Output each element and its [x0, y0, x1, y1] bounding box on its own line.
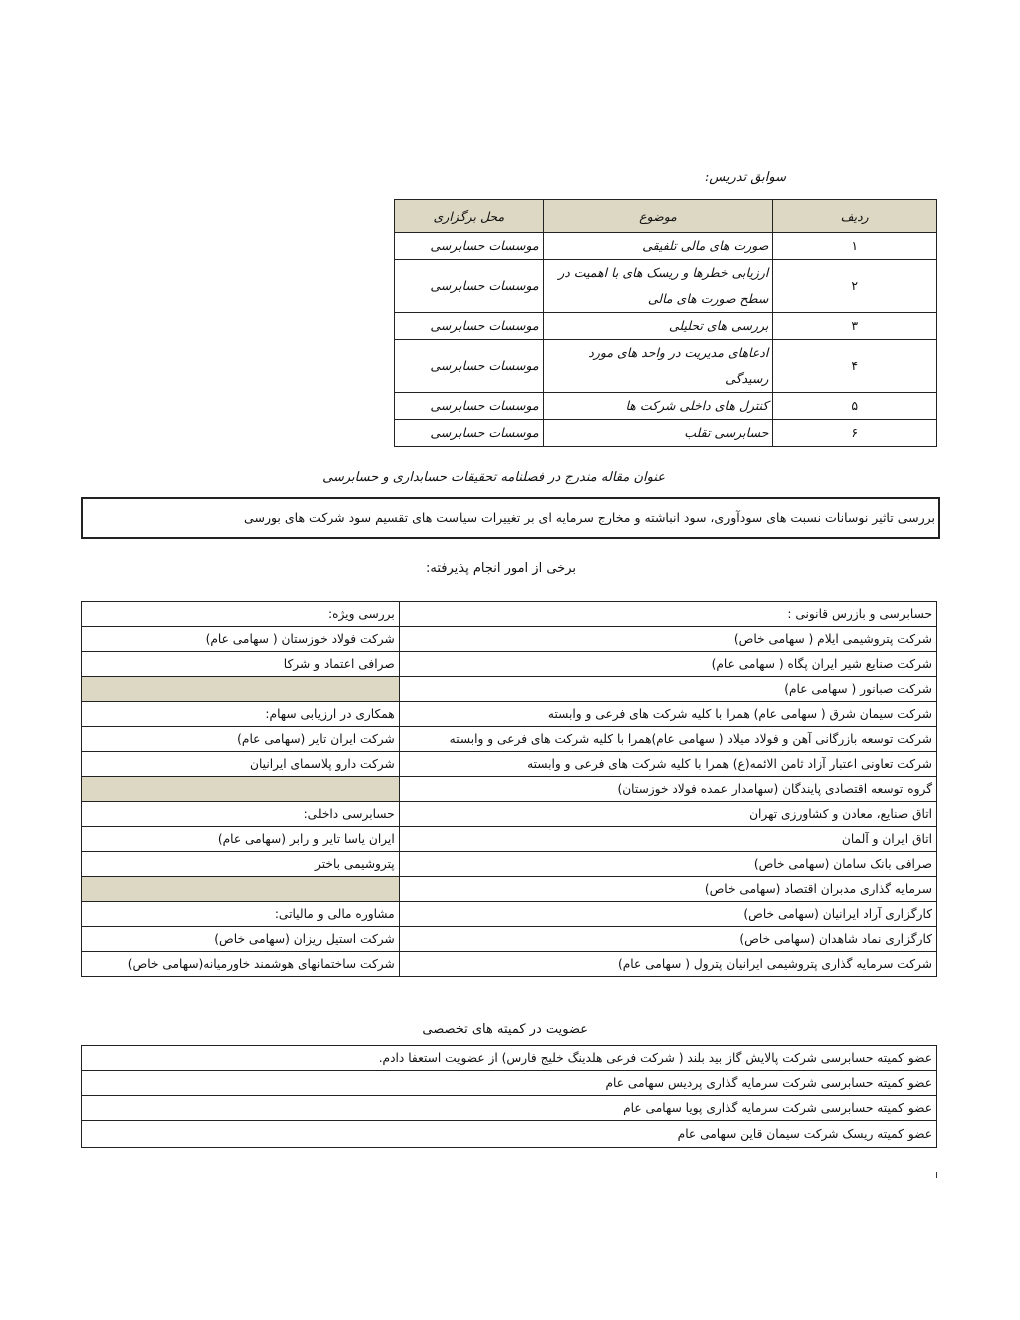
works-right-cell: شرکت سرمایه گذاری پتروشیمی ایرانیان پترول ( سهامی عام) — [399, 952, 936, 977]
table-row — [82, 927, 937, 952]
works-right-cell: اتاق صنایع، معادن و کشاورزی تهران — [399, 802, 936, 827]
works-left-cell — [82, 877, 400, 902]
works-right-cell: کارگزاری نماد شاهدان (سهامی خاص) — [399, 927, 936, 952]
works-right-cell: کارگزاری آراد ایرانیان (سهامی خاص) — [399, 902, 936, 927]
article-box: بررسی تاثیر نوسانات نسبت های سودآوری، سود انباشته و مخارج سرمایه ای بر تغییرات سیاست های تقسیم سود شرکت های بورسی — [81, 497, 940, 539]
table-row — [82, 777, 937, 802]
row-number: ۱ — [773, 233, 937, 260]
row-number: ۵ — [773, 393, 937, 420]
works-right-cell: شرکت تعاونی اعتبار آزاد ثامن الائمه(ع) همرا با کلیه شرکت های فرعی و وابسته — [399, 752, 936, 777]
row-subject: صورت های مالی تلفیقی — [543, 233, 773, 260]
works-right-cell: اتاق ایران و آلمان — [399, 827, 936, 852]
table-row — [82, 727, 937, 752]
row-subject: بررسی های تحلیلی — [543, 313, 773, 340]
table-row — [82, 877, 937, 902]
row-number: ۴ — [773, 340, 937, 393]
works-left-cell — [82, 777, 400, 802]
row-number: ۶ — [773, 420, 937, 447]
table-row — [82, 827, 937, 852]
row-subject: ادعاهای مدیریت در واحد های مورد رسیدگی — [543, 340, 773, 393]
table-row — [82, 652, 937, 677]
works-table — [81, 601, 937, 977]
works-left-cell: مشاوره مالی و مالیاتی: — [82, 902, 400, 927]
works-right-cell: شرکت توسعه بازرگانی آهن و فولاد میلاد ( سهامی عام)همرا با کلیه شرکت های فرعی و وابسته — [399, 727, 936, 752]
committee-row — [82, 1096, 937, 1121]
committee-item: عضو کمیته ریسک شرکت سیمان قاین سهامی عام — [82, 1121, 937, 1148]
works-left-cell: بررسی ویژه: — [82, 602, 400, 627]
table-row — [82, 802, 937, 827]
committee-item: عضو کمیته حسابرسی شرکت سرمایه گذاری پردیس سهامی عام — [82, 1071, 937, 1096]
committee-row — [82, 1046, 937, 1071]
committees-title: عضویت در کمیته های تخصصی — [422, 1022, 588, 1037]
teaching-header-row — [395, 200, 937, 233]
works-right-cell: صرافی بانک سامان (سهامی خاص) — [399, 852, 936, 877]
row-subject: ارزیابی خطرها و ریسک های با اهمیت در سطح صورت های مالی — [543, 260, 773, 313]
committees-table — [81, 1045, 937, 1148]
committee-row — [82, 1121, 937, 1148]
header-place: محل برگزاری — [395, 200, 544, 233]
table-row — [82, 952, 937, 977]
works-left-cell: شرکت استیل ریزان (سهامی خاص) — [82, 927, 400, 952]
table-row — [395, 260, 937, 313]
works-title: برخی از امور انجام پذیرفته: — [425, 561, 576, 576]
teaching-table — [394, 199, 937, 447]
row-place: موسسات حسابرسی — [395, 260, 544, 313]
row-place: موسسات حسابرسی — [395, 393, 544, 420]
row-place: موسسات حسابرسی — [395, 420, 544, 447]
works-left-cell: ایران یاسا تایر و رابر (سهامی عام) — [82, 827, 400, 852]
works-left-cell: شرکت ساختمانهای هوشمند خاورمیانه(سهامی خاص) — [82, 952, 400, 977]
works-left-cell: صرافی اعتماد و شرکا — [82, 652, 400, 677]
table-row — [395, 233, 937, 260]
works-left-cell — [82, 677, 400, 702]
row-place: موسسات حسابرسی — [395, 313, 544, 340]
table-row — [82, 902, 937, 927]
works-left-cell: حسابرسی داخلی: — [82, 802, 400, 827]
row-number: ۳ — [773, 313, 937, 340]
works-left-cell: همکاری در ارزیابی سهام: — [82, 702, 400, 727]
row-subject: کنترل های داخلی شرکت ها — [543, 393, 773, 420]
teaching-title: سوابق تدریس: — [704, 170, 786, 185]
table-row — [395, 313, 937, 340]
table-row — [82, 702, 937, 727]
header-row-number: ردیف — [773, 200, 937, 233]
table-row — [395, 420, 937, 447]
works-right-cell: شرکت صبانور ( سهامی عام) — [399, 677, 936, 702]
page-mark — [936, 1172, 937, 1178]
works-left-cell: شرکت دارو پلاسمای ایرانیان — [82, 752, 400, 777]
works-right-cell: گروه توسعه اقتصادی پایندگان (سهامدار عمده فولاد خوزستان) — [399, 777, 936, 802]
committee-row — [82, 1071, 937, 1096]
committee-item: عضو کمیته حسابرسی شرکت پالایش گاز بید بلند ( شرکت فرعی هلدینگ خلیج فارس) از عضویت استعفا دادم. — [82, 1046, 937, 1071]
works-left-cell: شرکت فولاد خوزستان ( سهامی عام) — [82, 627, 400, 652]
works-right-cell: شرکت پتروشیمی ایلام ( سهامی خاص) — [399, 627, 936, 652]
table-row — [82, 602, 937, 627]
table-row — [395, 393, 937, 420]
row-place: موسسات حسابرسی — [395, 233, 544, 260]
works-right-cell: شرکت صنایع شیر ایران پگاه ( سهامی عام) — [399, 652, 936, 677]
works-right-cell: شرکت سیمان شرق ( سهامی عام) همرا با کلیه شرکت های فرعی و وابسته — [399, 702, 936, 727]
works-left-cell: شرکت ایران تایر (سهامی عام) — [82, 727, 400, 752]
table-row — [82, 752, 937, 777]
works-right-cell: سرمایه گذاری مدبران اقتصاد (سهامی خاص) — [399, 877, 936, 902]
row-place: موسسات حسابرسی — [395, 340, 544, 393]
table-row — [395, 340, 937, 393]
row-subject: حسابرسی تقلب — [543, 420, 773, 447]
header-subject: موضوع — [543, 200, 773, 233]
works-right-cell: حسابرسی و بازرس قانونی : — [399, 602, 936, 627]
table-row — [82, 852, 937, 877]
article-title: عنوان مقاله مندرج در فصلنامه تحقیقات حسابداری و حسابرسی — [322, 470, 665, 485]
committee-item: عضو کمیته حسابرسی شرکت سرمایه گذاری پویا سهامی عام — [82, 1096, 937, 1121]
works-left-cell: پتروشیمی باختر — [82, 852, 400, 877]
row-number: ۲ — [773, 260, 937, 313]
table-row — [82, 677, 937, 702]
table-row — [82, 627, 937, 652]
